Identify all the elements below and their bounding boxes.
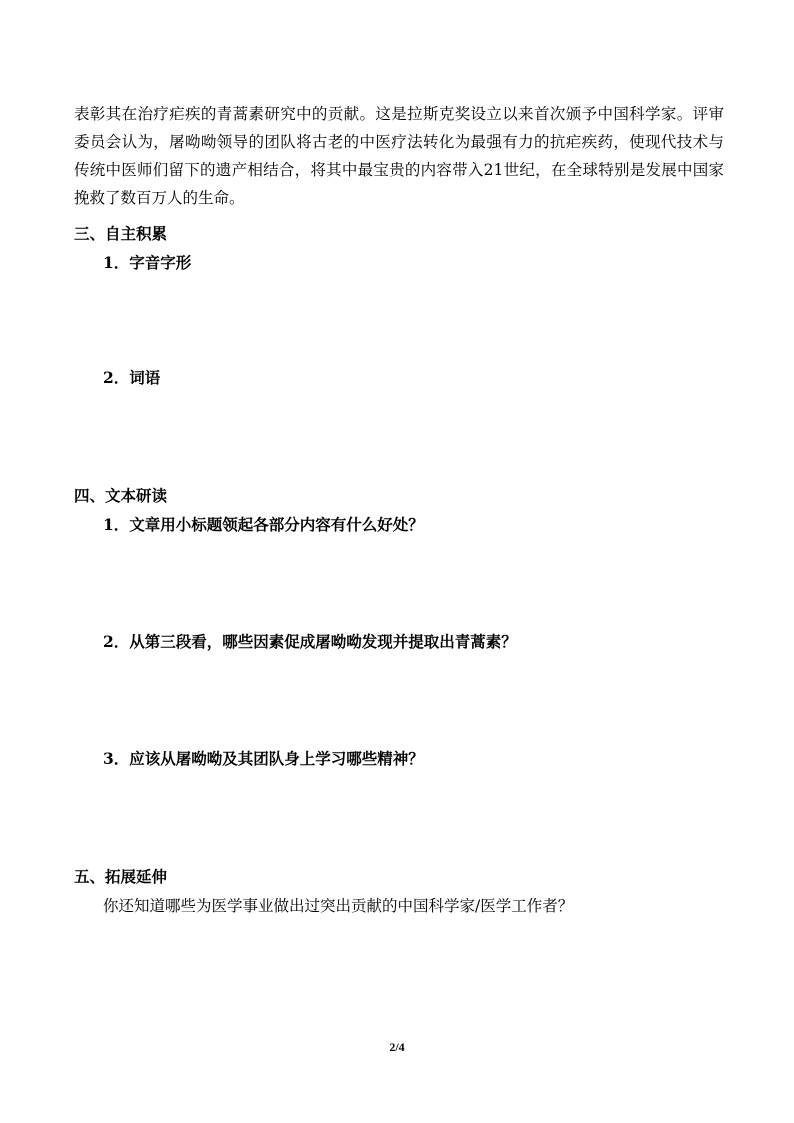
section4-question-3: 3．应该从屠呦呦及其团队身上学习哪些精神？: [103, 749, 424, 768]
section4-question-1: 1．文章用小标题领起各部分内容有什么好处？: [103, 515, 424, 534]
intro-paragraph: 表彰其在治疗疟疾的青蒿素研究中的贡献。这是拉斯克奖设立以来首次颁予中国科学家。评审委员会认为，屠呦呦领导的团队将古老的中医疗法转化为最强有力的抗疟疾药，使现代技术与传统中医师们留下的遗产相结合，将其中最宝贵的内容带入21世纪，在全球特别是发展中国家挽救了数百万人的生命。: [74, 105, 724, 207]
section3-heading: 三、自主积累: [74, 224, 168, 243]
section4-heading: 四、文本研读: [74, 486, 168, 505]
section3-item-words: 2．词语: [103, 368, 161, 387]
section5-prompt: 你还知道哪些为医学事业做出过突出贡献的中国科学家/医学工作者？: [103, 897, 574, 915]
section5-heading: 五、拓展延伸: [74, 867, 168, 886]
page-number: 2/4: [389, 1040, 405, 1054]
section3-item-pronunciation: 1．字音字形: [103, 253, 192, 272]
section4-question-2: 2．从第三段看，哪些因素促成屠呦呦发现并提取出青蒿素？: [103, 632, 517, 651]
